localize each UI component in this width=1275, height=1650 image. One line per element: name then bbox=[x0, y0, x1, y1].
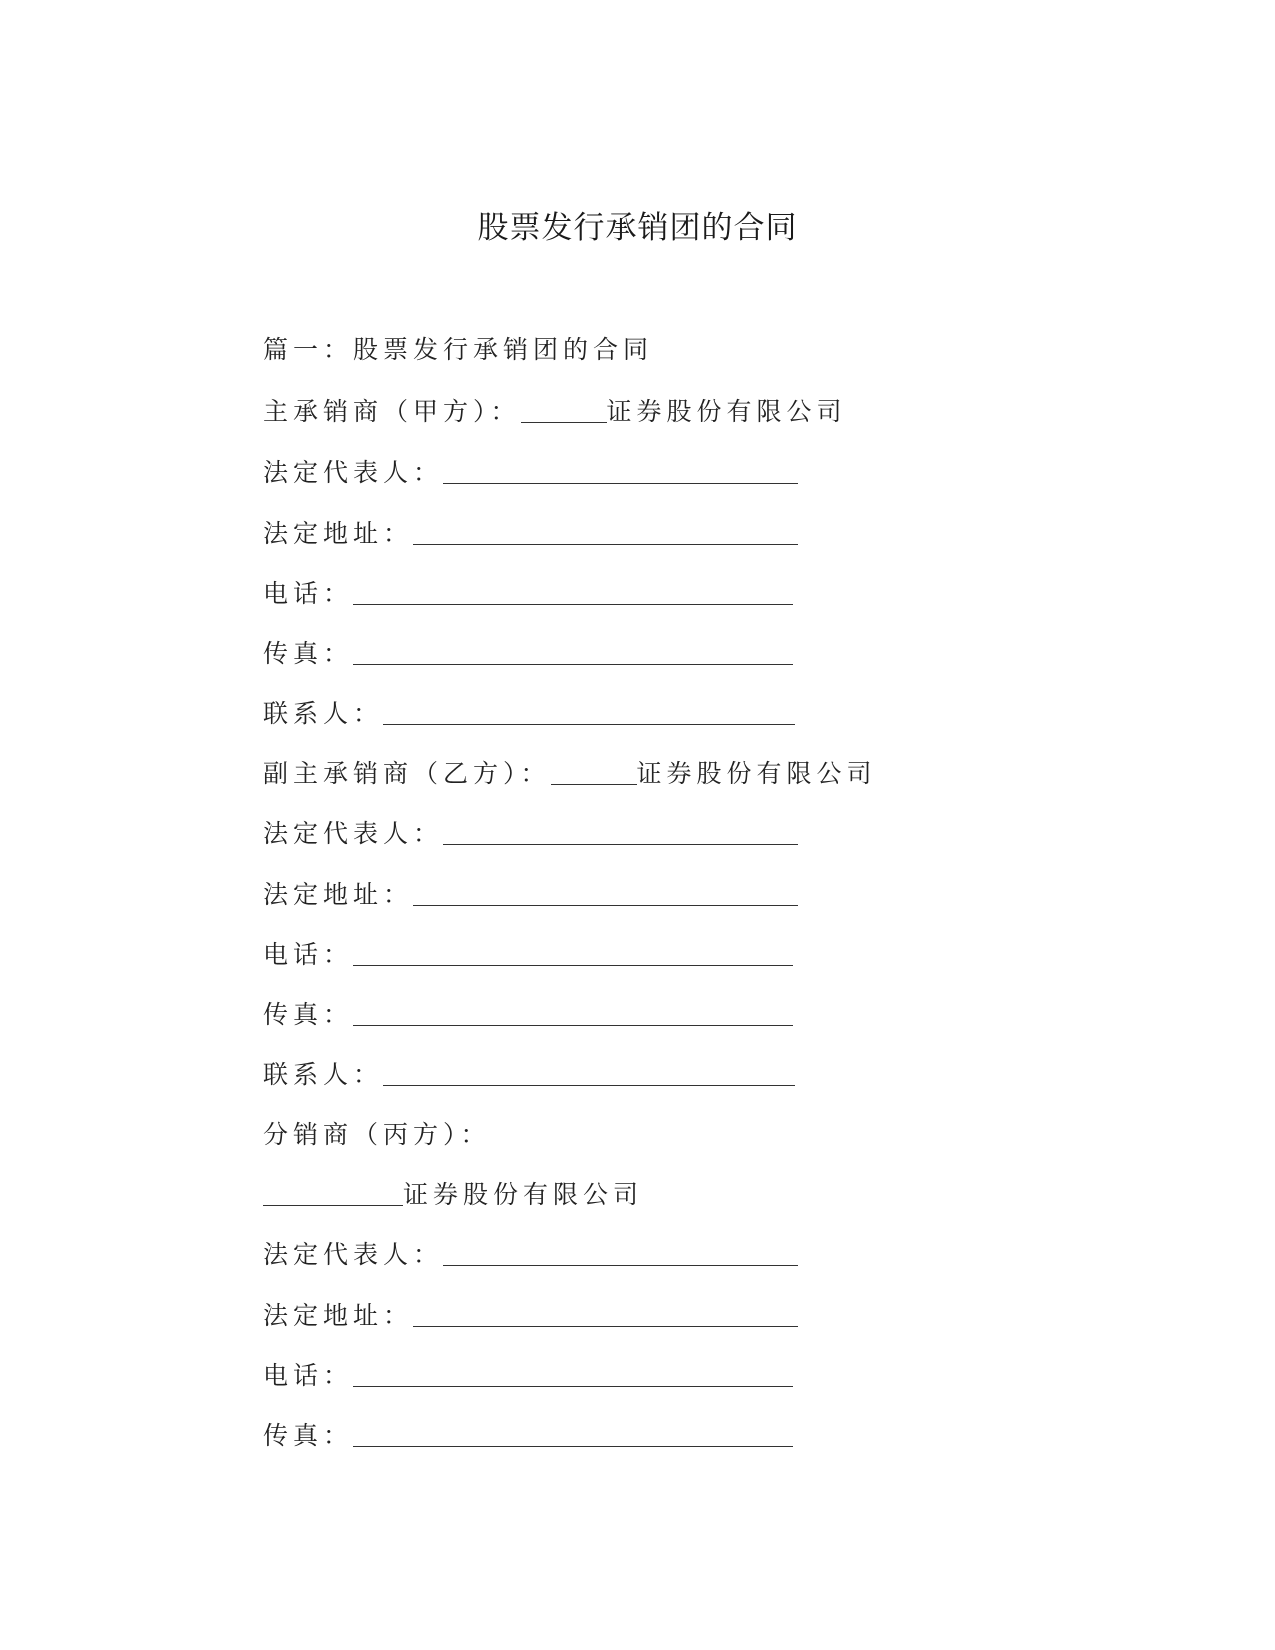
field-label: 电话： bbox=[263, 940, 354, 969]
fill-blank bbox=[413, 877, 798, 906]
party-c-phone bbox=[263, 1356, 793, 1396]
fill-blank bbox=[353, 1358, 793, 1387]
field-label: 法定地址： bbox=[263, 1301, 414, 1330]
field-label: 法定地址： bbox=[263, 880, 414, 909]
field-label: 传真： bbox=[263, 639, 354, 668]
party-c-address bbox=[263, 1296, 798, 1336]
field-label: 传真： bbox=[263, 1000, 354, 1029]
fill-blank bbox=[413, 516, 798, 545]
field-label: 法定代表人： bbox=[263, 1240, 444, 1269]
party-c-fax bbox=[263, 1416, 793, 1456]
party-b-phone bbox=[263, 935, 793, 975]
party-b-address bbox=[263, 875, 798, 915]
field-label: 联系人： bbox=[263, 1060, 384, 1089]
section-heading: 篇一：股票发行承销团的合同 bbox=[263, 335, 654, 364]
document-title: 股票发行承销团的合同 bbox=[477, 210, 798, 246]
party-a-line bbox=[263, 392, 847, 432]
party-b-company-blank bbox=[551, 756, 637, 785]
fill-blank bbox=[443, 816, 798, 845]
party-b-line bbox=[263, 754, 877, 794]
fill-blank bbox=[413, 1298, 798, 1327]
party-a-fax bbox=[263, 634, 793, 674]
party-a-company-blank bbox=[521, 394, 607, 423]
party-c-company-blank bbox=[263, 1177, 403, 1206]
party-a-company-suffix: 证券股份有限公司 bbox=[606, 397, 847, 426]
field-label: 法定代表人： bbox=[263, 819, 444, 848]
party-c-legal-rep bbox=[263, 1235, 798, 1275]
field-label: 法定地址： bbox=[263, 519, 414, 548]
field-label: 传真： bbox=[263, 1421, 354, 1450]
fill-blank bbox=[383, 696, 795, 725]
party-b-company-suffix: 证券股份有限公司 bbox=[636, 759, 877, 788]
fill-blank bbox=[353, 636, 793, 665]
party-c-label: 分销商（丙方）： bbox=[263, 1120, 491, 1149]
fill-blank bbox=[353, 937, 793, 966]
fill-blank bbox=[383, 1057, 795, 1086]
field-label: 电话： bbox=[263, 1361, 354, 1390]
party-b-contact bbox=[263, 1055, 795, 1095]
fill-blank bbox=[443, 1237, 798, 1266]
fill-blank bbox=[443, 455, 798, 484]
party-b-label: 副主承销商（乙方）： bbox=[263, 759, 551, 788]
field-label: 联系人： bbox=[263, 699, 384, 728]
fill-blank bbox=[353, 1418, 793, 1447]
field-label: 电话： bbox=[263, 579, 354, 608]
fill-blank bbox=[353, 997, 793, 1026]
party-a-legal-rep bbox=[263, 453, 798, 493]
party-b-fax bbox=[263, 995, 793, 1035]
party-a-label: 主承销商（甲方）： bbox=[263, 397, 521, 426]
party-a-contact bbox=[263, 694, 795, 734]
party-b-legal-rep bbox=[263, 814, 798, 854]
party-a-address bbox=[263, 514, 798, 554]
party-c-company-line bbox=[263, 1175, 643, 1215]
field-label: 法定代表人： bbox=[263, 458, 444, 487]
fill-blank bbox=[353, 576, 793, 605]
party-a-phone bbox=[263, 574, 793, 614]
party-c-company-suffix: 证券股份有限公司 bbox=[403, 1180, 644, 1209]
